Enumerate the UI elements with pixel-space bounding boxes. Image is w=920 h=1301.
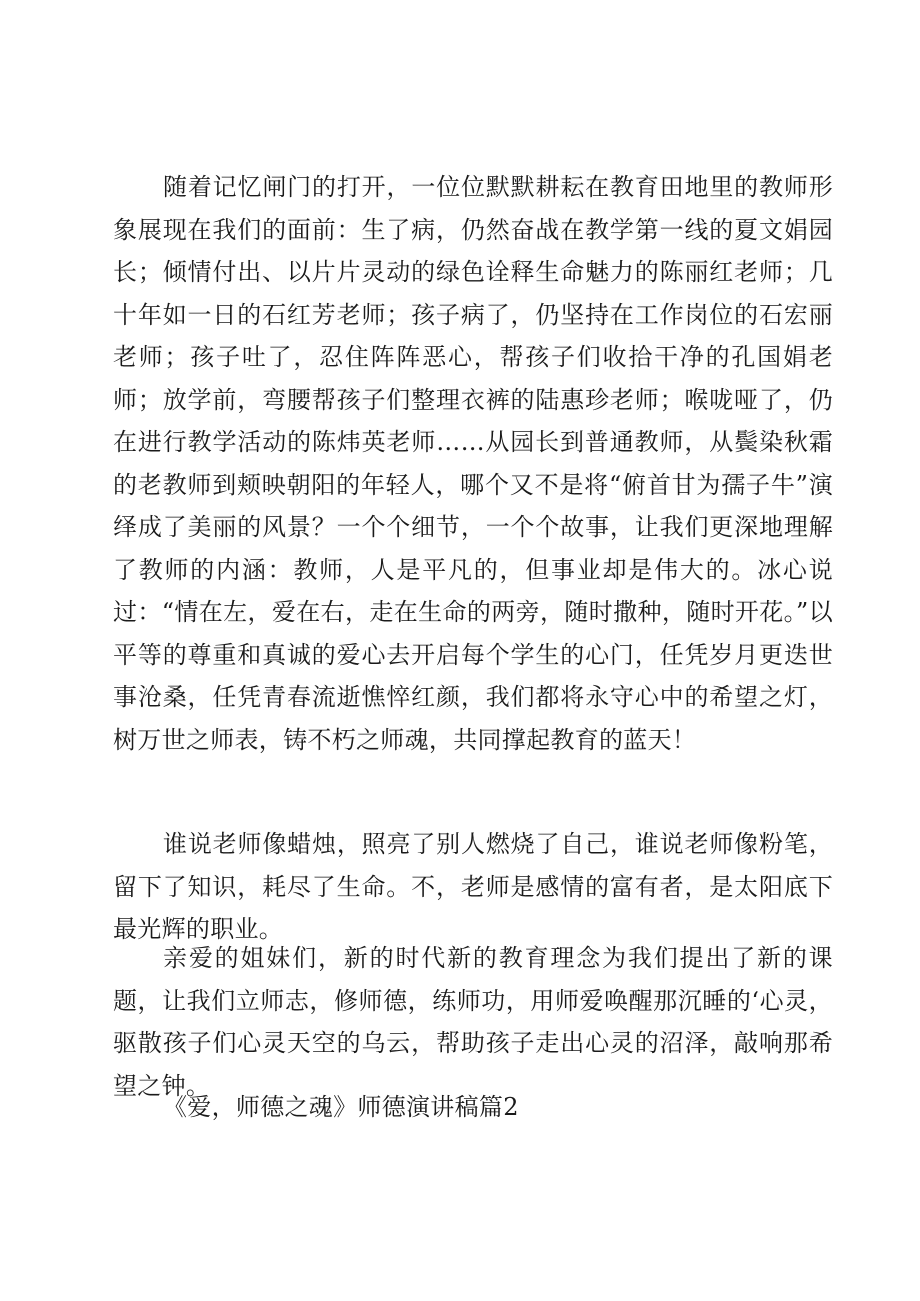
paragraph-teacher-portraits: 随着记忆闸门的打开，一位位默默耕耘在教育田地里的教师形象展现在我们的面前：生了病，仍然奋战在教学第一线的夏文娟园长；倾情付出、以片片灵动的绿色诠释生命魅力的陈丽红老师；几十年如一日的石红芳老师；孩子病了，仍坚持在工作岗位的石宏丽老师；孩子吐了，忍住阵阵恶心，帮孩子们收拾干净的孔国娟老师；放学前，弯腰帮孩子们整理衣裤的陆惠珍老师；喉咙哑了，仍在进行教学活动的陈炜英老师……从园长到普通教师，从鬓染秋霜的老教师到颊映朝阳的年轻人，哪个又不是将“俯首甘为孺子牛”演绎成了美丽的风景？一个个细节，一个个故事，让我们更深地理解了教师的内涵：教师，人是平凡的，但事业却是伟大的。冰心说过：“情在左，爱在右，走在生命的两旁，随时撒种，随时开花。”以平等的尊重和真诚的爱心去开启每个学生的心门，任凭岁月更迭世事沧桑，任凭青春流逝憔悴红颜，我们都将永守心中的希望之灯，树万世之师表，铸不朽之师魂，共同撑起教育的蓝天！ bbox=[113, 173, 833, 754]
paragraph-candle-chalk: 谁说老师像蜡烛，照亮了别人燃烧了自己，谁说老师像粉笔，留下了知识，耗尽了生命。不，老师是感情的富有者，是太阳底下最光辉的职业。 bbox=[113, 830, 833, 943]
section-title: 《爱，师德之魂》师德演讲稿篇2 bbox=[163, 1093, 519, 1121]
paragraph-closing-call: 亲爱的姐妹们，新的时代新的教育理念为我们提出了新的课题，让我们立师志，修师德，练师功，用师爱唤醒那沉睡的‘心灵，驱散孩子们心灵天空的乌云，帮助孩子走出心灵的沼泽，敲响那希望之钟。 bbox=[113, 944, 833, 1100]
